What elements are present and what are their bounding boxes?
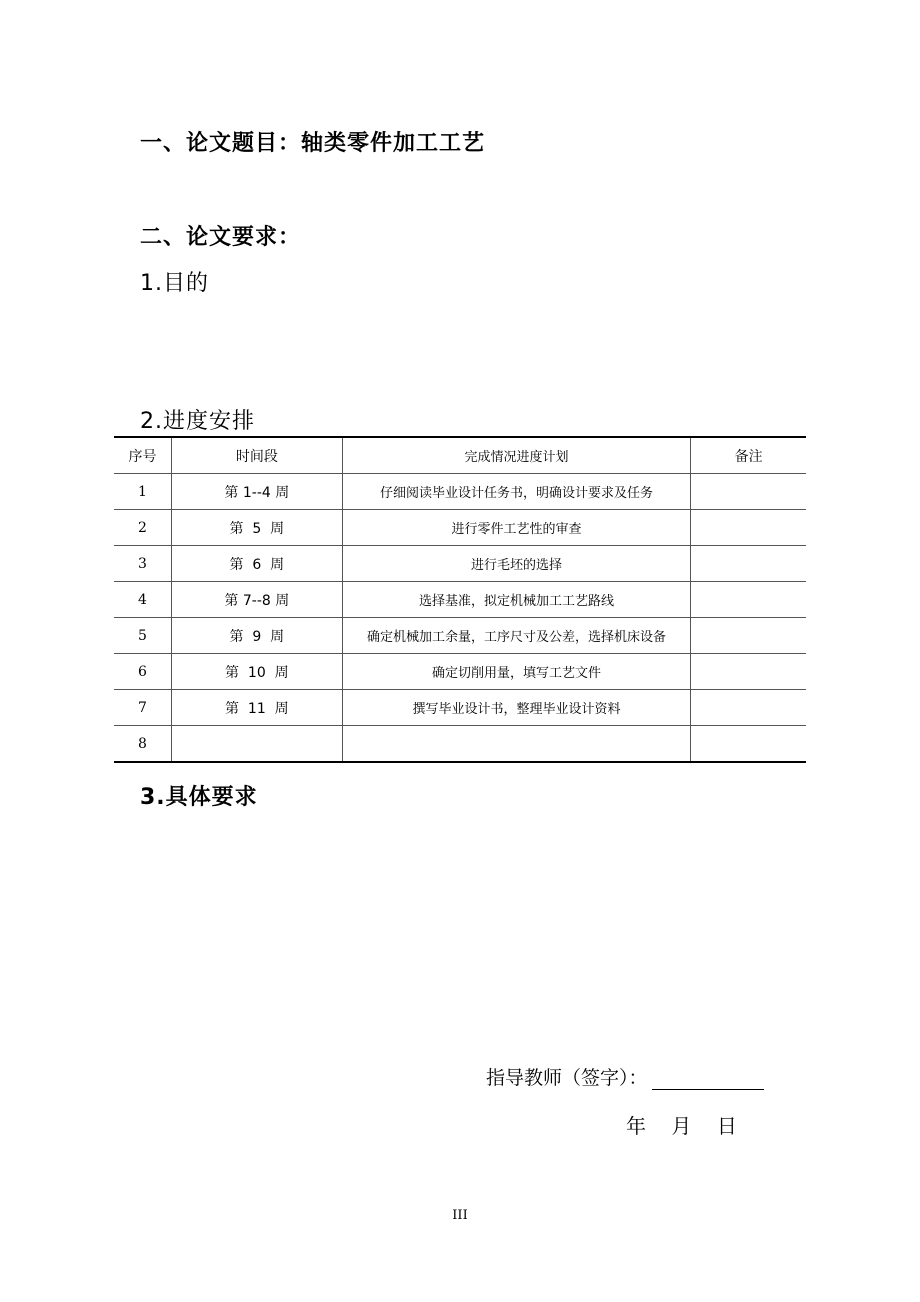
schedule-heading: 2.进度安排 xyxy=(140,409,255,434)
cell-seq: 7 xyxy=(114,690,171,726)
table-row xyxy=(114,546,806,582)
cell-plan: 选择基准，拟定机械加工工艺路线 xyxy=(342,582,690,618)
header-time: 时间段 xyxy=(171,437,342,474)
cell-time: 第 11 周 xyxy=(171,690,342,726)
cell-seq: 2 xyxy=(114,510,171,546)
header-plan: 完成情况进度计划 xyxy=(342,437,690,474)
cell-plan: 确定机械加工余量，工序尺寸及公差，选择机床设备 xyxy=(342,618,690,654)
cell-note xyxy=(691,690,806,726)
cell-plan xyxy=(342,726,690,763)
cell-plan: 确定切削用量，填写工艺文件 xyxy=(342,654,690,690)
cell-seq: 4 xyxy=(114,582,171,618)
cell-time: 第 5 周 xyxy=(171,510,342,546)
cell-note xyxy=(691,474,806,510)
cell-seq: 3 xyxy=(114,546,171,582)
cell-note xyxy=(691,654,806,690)
cell-time: 第 7--8 周 xyxy=(171,582,342,618)
table-row xyxy=(114,690,806,726)
cell-plan: 撰写毕业设计书，整理毕业设计资料 xyxy=(342,690,690,726)
cell-plan: 进行零件工艺性的审查 xyxy=(342,510,690,546)
signature-line xyxy=(652,1069,764,1090)
date-line: 年 月 日 xyxy=(626,1114,737,1138)
header-seq: 序号 xyxy=(114,437,171,474)
table-row xyxy=(114,618,806,654)
purpose-heading: 1.目的 xyxy=(140,271,209,296)
cell-seq: 1 xyxy=(114,474,171,510)
table-row xyxy=(114,474,806,510)
cell-time: 第 10 周 xyxy=(171,654,342,690)
cell-note xyxy=(691,546,806,582)
signature-label: 指导教师（签字）： xyxy=(486,1067,648,1089)
cell-note xyxy=(691,582,806,618)
advisor-signature xyxy=(486,1063,764,1090)
table-row xyxy=(114,654,806,690)
cell-plan: 仔细阅读毕业设计任务书，明确设计要求及任务 xyxy=(342,474,690,510)
specific-requirements-heading: 3.具体要求 xyxy=(140,785,258,810)
header-note: 备注 xyxy=(691,437,806,474)
page-number: III xyxy=(452,1208,468,1223)
cell-seq: 5 xyxy=(114,618,171,654)
table-header-row xyxy=(114,437,806,474)
cell-time: 第 9 周 xyxy=(171,618,342,654)
schedule-table xyxy=(114,436,806,763)
table-row xyxy=(114,726,806,763)
cell-time: 第 6 周 xyxy=(171,546,342,582)
table-row xyxy=(114,582,806,618)
cell-time: 第 1--4 周 xyxy=(171,474,342,510)
cell-plan: 进行毛坯的选择 xyxy=(342,546,690,582)
cell-seq: 8 xyxy=(114,726,171,763)
cell-seq: 6 xyxy=(114,654,171,690)
cell-note xyxy=(691,510,806,546)
table-row xyxy=(114,510,806,546)
cell-time xyxy=(171,726,342,763)
requirements-heading: 二、论文要求： xyxy=(140,225,302,250)
thesis-title: 一、论文题目：轴类零件加工工艺 xyxy=(140,131,486,156)
cell-note xyxy=(691,618,806,654)
cell-note xyxy=(691,726,806,763)
